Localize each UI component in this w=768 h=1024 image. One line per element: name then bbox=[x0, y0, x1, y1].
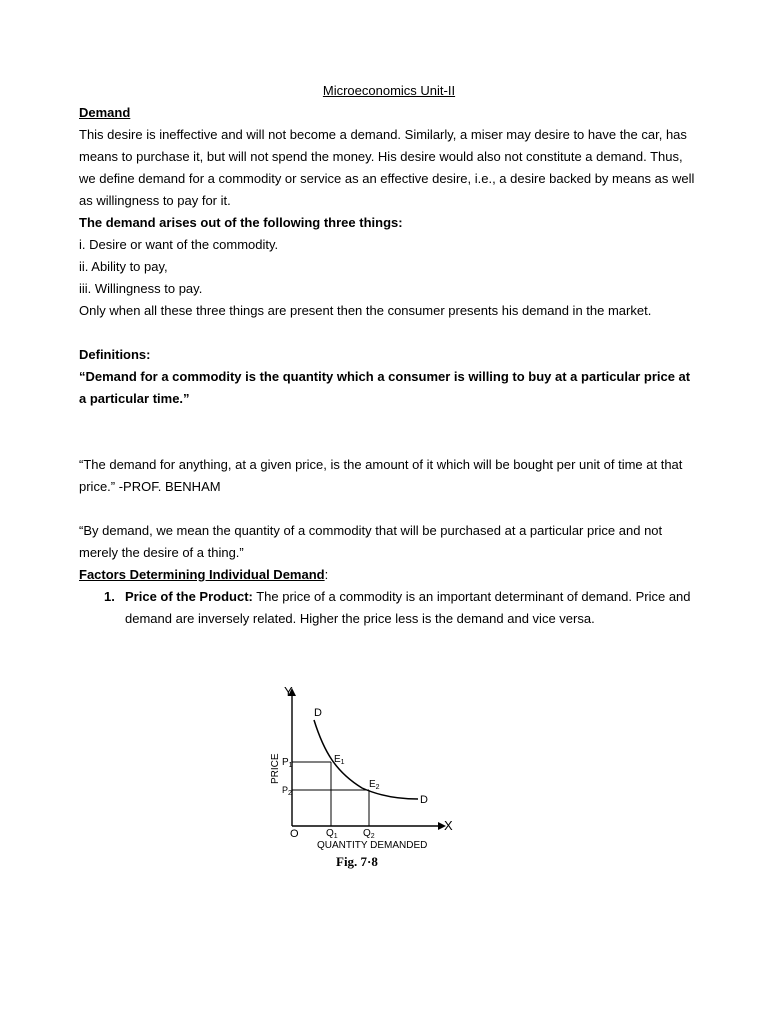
factor-number: 1. bbox=[104, 589, 115, 604]
document-title: Microeconomics Unit-II bbox=[322, 83, 456, 98]
spacer bbox=[79, 410, 699, 454]
factors-heading-text: Factors Determining Individual Demand bbox=[79, 567, 325, 582]
figure-caption: Fig. 7·8 bbox=[336, 854, 378, 869]
only-when-paragraph: Only when all these three things are present then the consumer presents his demand in the market. bbox=[79, 303, 652, 318]
p1-label: $P_1$ bbox=[282, 757, 293, 769]
document-body bbox=[79, 80, 699, 630]
arises-item: i. Desire or want of the commodity. bbox=[79, 237, 279, 252]
factor-text: The price of a commodity is an important determinant of demand. Price and demand are inversely related. Higher the price less is the demand and vice versa. bbox=[125, 589, 691, 626]
intro-paragraph: This desire is ineffective and will not become a demand. Similarly, a miser may desire to have the car, has means to purchase it, but will not spend the money. His desire would also not constitute a demand. Thus, we define demand for a commodity or service as an effective desire, i.e., a desire backed by means as well as willingness to pay for it. bbox=[79, 127, 695, 208]
spacer bbox=[79, 322, 699, 344]
factors-heading bbox=[79, 564, 699, 586]
e1-label: $E_1$ bbox=[334, 754, 345, 766]
arises-heading: The demand arises out of the following three things: bbox=[79, 215, 403, 230]
curve-label-end: D bbox=[420, 794, 428, 806]
demand-curve-figure bbox=[262, 682, 462, 872]
quantity-axis-label: QUANTITY DEMANDED bbox=[317, 840, 428, 851]
demand-heading: Demand bbox=[79, 105, 131, 120]
e2-label: $E_2$ bbox=[369, 779, 380, 791]
curve-label-top: D bbox=[314, 707, 322, 719]
factor-title: Price of the Product: bbox=[125, 589, 253, 604]
demand-curve-svg bbox=[262, 682, 462, 872]
definition-3: “By demand, we mean the quantity of a commodity that will be purchased at a particular price and not merely the desire of a thing.” bbox=[79, 523, 663, 560]
demand-curve bbox=[314, 720, 418, 799]
arises-item: iii. Willingness to pay. bbox=[79, 281, 203, 296]
factors-heading-colon: : bbox=[324, 567, 329, 582]
q2-label: $Q_2$ bbox=[363, 828, 375, 840]
definition-1: “Demand for a commodity is the quantity which a consumer is willing to buy at a particular price at a particular time.” bbox=[79, 369, 691, 406]
price-axis-label: PRICE bbox=[270, 753, 281, 784]
spacer bbox=[79, 498, 699, 520]
definition-2: “The demand for anything, at a given price, is the amount of it which will be bought per unit of time at that price.” -PROF. BENHAM bbox=[79, 457, 683, 494]
q1-label: $Q_1$ bbox=[326, 828, 338, 840]
y-axis-letter: Y bbox=[284, 684, 293, 699]
x-axis-letter: X bbox=[444, 818, 453, 833]
definitions-heading: Definitions: bbox=[79, 347, 151, 362]
factor-item bbox=[104, 586, 699, 630]
origin-label: O bbox=[290, 828, 299, 840]
arises-item: ii. Ability to pay, bbox=[79, 259, 168, 274]
factors-list bbox=[79, 586, 699, 630]
p2-label: $P_2$ bbox=[282, 785, 292, 797]
